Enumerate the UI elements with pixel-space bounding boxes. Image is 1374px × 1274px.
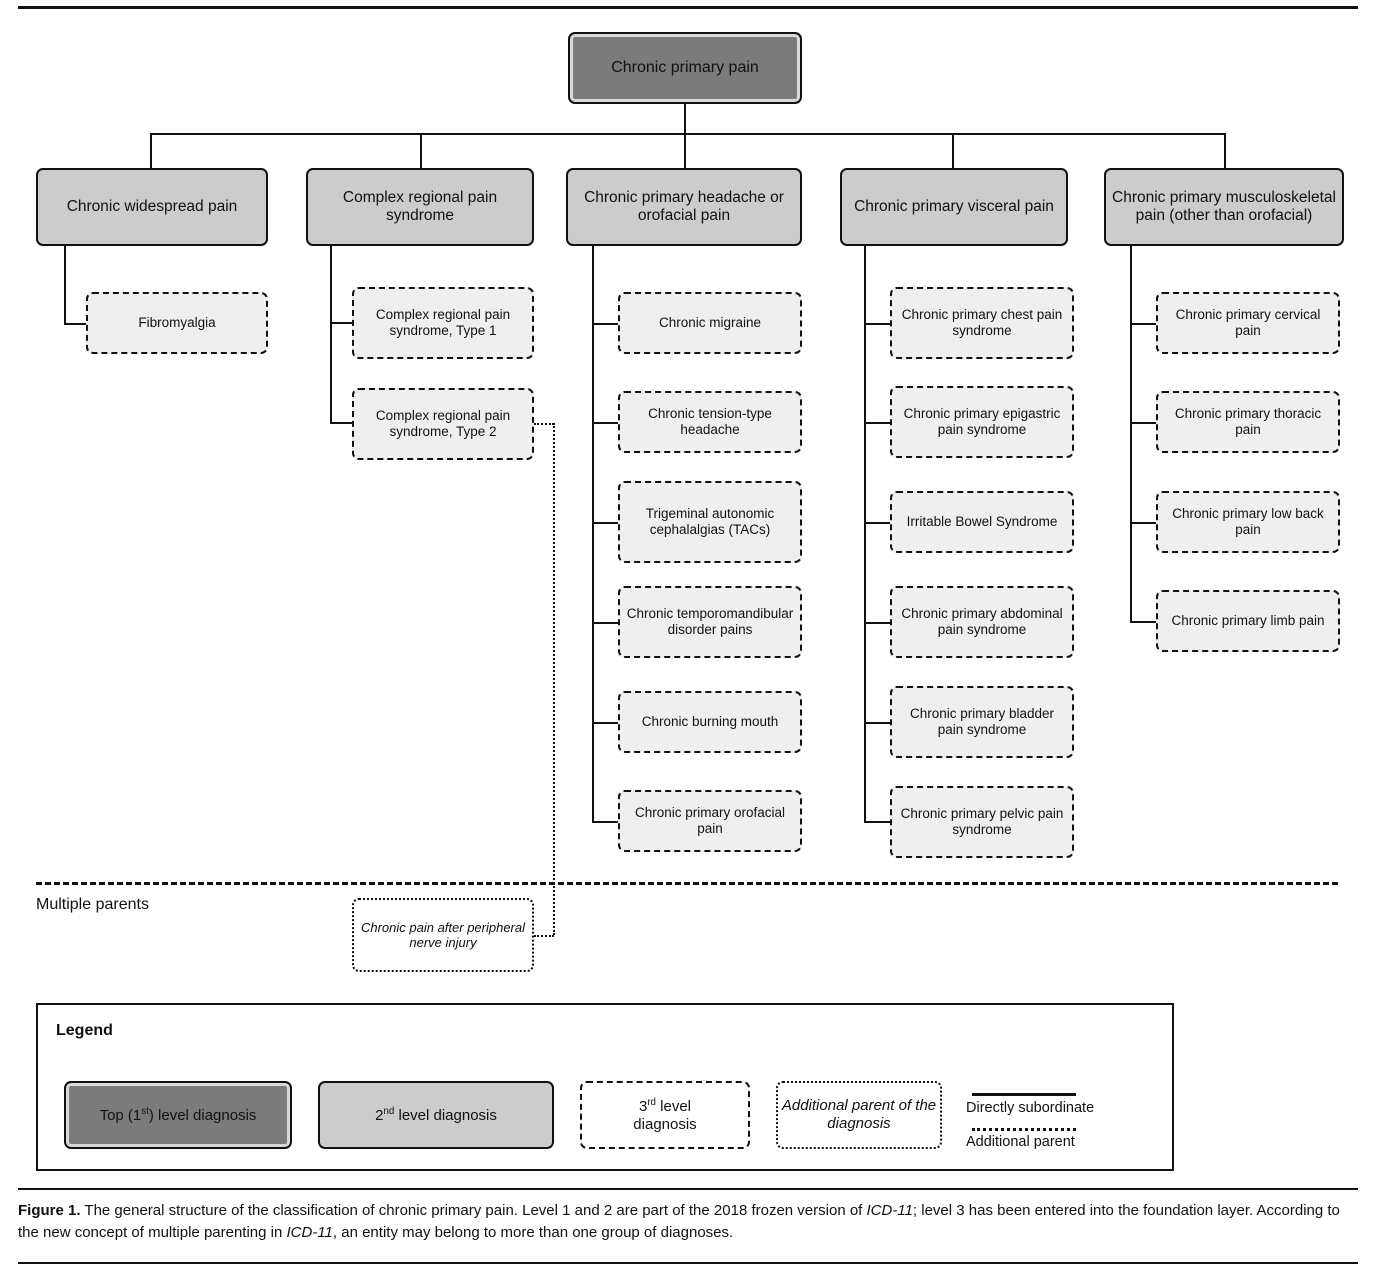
node-label: Chronic primary pelvic pain syndrome [900, 806, 1064, 837]
connector-b4-arm-5 [864, 722, 890, 724]
node-chronic-primary-headache-or-orofacial-pain[interactable] [566, 168, 802, 246]
connector-b4-arm-3 [864, 522, 890, 524]
multiple-parents-label: Multiple parents [36, 896, 149, 913]
legend-swatch-level1-label: Top (1st) level diagnosis [99, 1105, 257, 1124]
connector-b5-arm-2 [1130, 422, 1156, 424]
connector-b5-arm-4 [1130, 621, 1156, 623]
figure-caption [18, 1200, 1358, 1244]
node-label: Chronic primary thoracic pain [1174, 406, 1322, 437]
node-trigeminal-autonomic-cephalalgias[interactable] [618, 481, 802, 563]
node-chronic-primary-abdominal-pain-syndrome[interactable] [890, 586, 1074, 658]
node-crps-type-1[interactable] [352, 287, 534, 359]
connector-b3-arm-5 [592, 722, 618, 724]
connector-root-bus [150, 133, 1226, 135]
node-label: Chronic primary limb pain [1171, 613, 1325, 629]
node-chronic-temporomandibular-disorder-pains[interactable] [618, 586, 802, 658]
legend-line-solid-label: Directly subordinate [966, 1100, 1095, 1116]
caption-icd-2: ICD-11 [286, 1223, 333, 1241]
end-rule [18, 1262, 1358, 1264]
connector-b4-arm-2 [864, 422, 890, 424]
connector-b4-arm-6 [864, 821, 890, 823]
caption-text-2: ; level 3 has been entered into the foundation layer. According to the new concept of multiple parenting in [18, 1202, 1340, 1241]
node-chronic-primary-cervical-pain[interactable] [1156, 292, 1340, 354]
connector-drop-1 [150, 133, 152, 168]
node-label: Chronic temporomandibular disorder pains [626, 606, 794, 637]
node-label: Chronic pain after peripheral nerve injury [360, 919, 526, 950]
legend-swatch-level2-label: 2nd level diagnosis [375, 1105, 497, 1124]
node-label: Chronic migraine [658, 315, 762, 331]
connector-drop-3 [684, 133, 686, 168]
legend-title: Legend [56, 1022, 113, 1039]
connector-b5-spine [1130, 246, 1132, 622]
node-label: Chronic widespread pain [66, 197, 238, 215]
connector-b3-spine [592, 246, 594, 822]
legend-line-solid-icon [972, 1093, 1076, 1096]
node-chronic-widespread-pain[interactable] [36, 168, 268, 246]
bottom-rule [18, 1188, 1358, 1190]
connector-b2-arm-2 [330, 422, 352, 424]
node-label: Chronic tension-type headache [648, 406, 772, 437]
legend-swatch-level1 [64, 1081, 292, 1149]
legend-swatch-level3-label: 3rd level diagnosis [633, 1096, 697, 1133]
connector-multiparent-h2 [534, 935, 554, 937]
node-label: Complex regional pain syndrome [342, 188, 498, 224]
caption-text-3: , an entity may belong to more than one group of diagnoses. [332, 1223, 734, 1241]
connector-b5-arm-3 [1130, 522, 1156, 524]
node-chronic-primary-musculoskeletal-pain[interactable] [1104, 168, 1344, 246]
node-chronic-primary-pelvic-pain-syndrome[interactable] [890, 786, 1074, 858]
node-label: Chronic primary orofacial pain [634, 805, 786, 836]
connector-b1-spine [64, 246, 66, 324]
node-chronic-primary-low-back-pain[interactable] [1156, 491, 1340, 553]
node-chronic-burning-mouth[interactable] [618, 691, 802, 753]
connector-b3-arm-2 [592, 422, 618, 424]
node-label: Chronic primary bladder pain syndrome [909, 706, 1055, 737]
legend-swatch-additional-parent [776, 1081, 942, 1149]
node-chronic-tension-type-headache[interactable] [618, 391, 802, 453]
connector-b1-arm-1 [64, 323, 86, 325]
node-label: Chronic primary abdominal pain syndrome [901, 606, 1063, 637]
node-chronic-primary-pain[interactable] [568, 32, 802, 104]
connector-drop-2 [420, 133, 422, 168]
connector-multiparent-v [553, 423, 555, 935]
connector-b4-spine [864, 246, 866, 822]
connector-multiparent-h1 [534, 423, 554, 425]
node-label: Chronic primary headache or orofacial pain [584, 188, 784, 224]
node-label: Chronic burning mouth [641, 714, 779, 730]
node-chronic-primary-epigastric-pain-syndrome[interactable] [890, 386, 1074, 458]
connector-b3-arm-6 [592, 821, 618, 823]
connector-b3-arm-4 [592, 622, 618, 624]
node-label: Chronic primary chest pain syndrome [901, 307, 1063, 338]
connector-b2-spine [330, 246, 332, 424]
connector-b3-arm-1 [592, 323, 618, 325]
node-chronic-primary-chest-pain-syndrome[interactable] [890, 287, 1074, 359]
node-label: Chronic primary pain [611, 58, 759, 76]
legend-swatch-level2 [318, 1081, 554, 1149]
node-label: Trigeminal autonomic cephalalgias (TACs) [645, 506, 775, 537]
node-label: Complex regional pain syndrome, Type 1 [375, 307, 511, 338]
node-chronic-migraine[interactable] [618, 292, 802, 354]
caption-text-1: The general structure of the classification of chronic primary pain. Level 1 and 2 are part of the 2018 frozen version of [80, 1202, 867, 1219]
node-label: Irritable Bowel Syndrome [906, 514, 1058, 530]
legend-line-dotted-label: Additional parent [966, 1134, 1075, 1150]
caption-figure-number: Figure 1. [18, 1202, 81, 1219]
connector-b2-arm-1 [330, 322, 352, 324]
connector-b4-arm-1 [864, 323, 890, 325]
legend-swatch-additional-parent-label: Additional parent of the diagnosis [781, 1097, 937, 1132]
node-label: Chronic primary musculoskeletal pain (other than orofacial) [1112, 188, 1336, 224]
node-chronic-primary-orofacial-pain[interactable] [618, 790, 802, 852]
connector-b5-arm-1 [1130, 323, 1156, 325]
top-rule [18, 6, 1358, 9]
node-crps-type-2[interactable] [352, 388, 534, 460]
node-chronic-primary-limb-pain[interactable] [1156, 590, 1340, 652]
node-label: Chronic primary epigastric pain syndrome [903, 406, 1061, 437]
connector-drop-4 [952, 133, 954, 168]
legend-line-dotted-icon [972, 1128, 1076, 1131]
connector-b4-arm-4 [864, 622, 890, 624]
node-label: Chronic primary cervical pain [1175, 307, 1321, 338]
node-chronic-primary-visceral-pain[interactable] [840, 168, 1068, 246]
connector-drop-5 [1224, 133, 1226, 168]
connector-root-stem [684, 104, 686, 134]
node-label: Chronic primary low back pain [1172, 506, 1324, 537]
node-chronic-pain-after-peripheral-nerve-injury[interactable] [352, 898, 534, 972]
connector-b3-arm-3 [592, 522, 618, 524]
node-label: Fibromyalgia [138, 315, 216, 331]
caption-icd-1: ICD-11 [866, 1202, 913, 1219]
node-fibromyalgia[interactable] [86, 292, 268, 354]
node-chronic-primary-thoracic-pain[interactable] [1156, 391, 1340, 453]
node-label: Chronic primary visceral pain [854, 197, 1054, 215]
node-complex-regional-pain-syndrome[interactable] [306, 168, 534, 246]
multiple-parents-divider [36, 882, 1338, 885]
node-chronic-primary-bladder-pain-syndrome[interactable] [890, 686, 1074, 758]
node-label: Complex regional pain syndrome, Type 2 [375, 408, 511, 439]
legend-swatch-level3 [580, 1081, 750, 1149]
node-irritable-bowel-syndrome[interactable] [890, 491, 1074, 553]
